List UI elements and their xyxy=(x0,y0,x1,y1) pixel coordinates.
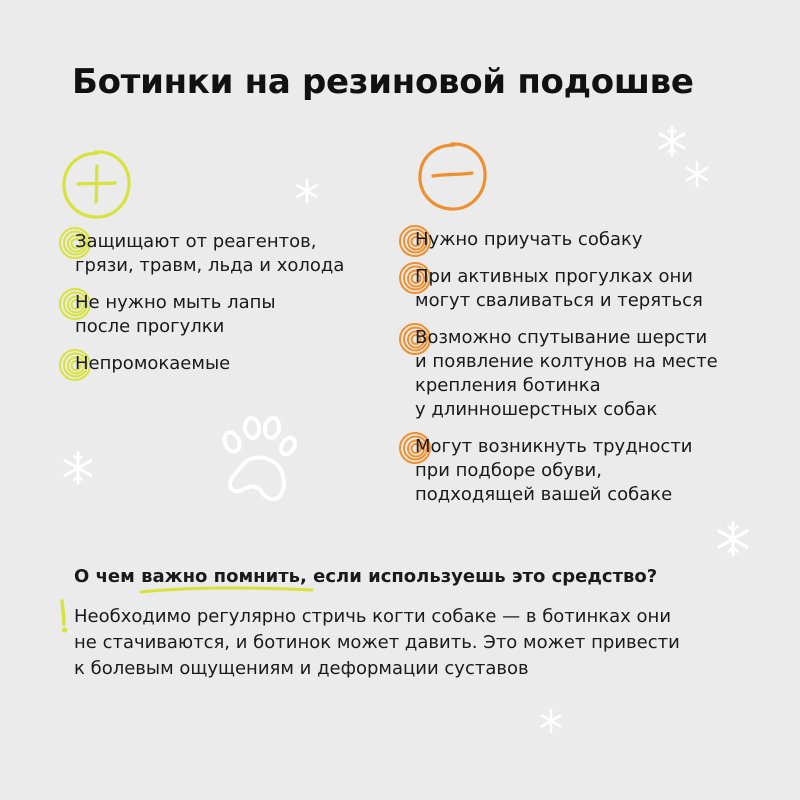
cons-item-text: При активных прогулках они могут сваливаться и теряться xyxy=(415,266,703,311)
plus-circle-icon xyxy=(58,146,134,222)
pros-column xyxy=(58,146,378,374)
pros-item-text: Защищают от реагентов, грязи, травм, льда и холода xyxy=(75,231,345,276)
cons-column xyxy=(398,138,778,505)
pros-item xyxy=(58,352,344,376)
cons-item-text: Могут возникнуть трудности при подборе обуви, подходящей вашей собаке xyxy=(415,436,693,505)
snowflake-icon xyxy=(60,450,96,486)
pros-item xyxy=(58,230,344,278)
cons-item-text: Возможно спутывание шерсти и появление колтунов на месте крепления ботинка у длинношерстных собак xyxy=(415,327,718,420)
question-highlight-text: важно помнить xyxy=(141,566,301,587)
pros-list xyxy=(58,230,344,389)
question-heading xyxy=(74,566,657,587)
underline-stroke-icon xyxy=(139,584,314,596)
cons-item xyxy=(398,326,718,422)
cons-item-text: Нужно приучать собаку xyxy=(415,229,643,250)
cons-item xyxy=(398,265,718,313)
cons-item xyxy=(398,435,718,507)
note-line: Необходимо регулярно стричь когти собаке — в ботинках они xyxy=(74,606,672,627)
cons-item xyxy=(398,228,718,252)
question-highlight xyxy=(141,566,300,587)
pros-item-text: Не нужно мыть лапы после прогулки xyxy=(75,292,276,337)
question-before: О чем xyxy=(74,566,142,587)
minus-circle-icon xyxy=(414,138,490,214)
pros-item xyxy=(58,291,344,339)
exclamation-icon xyxy=(54,598,74,634)
pros-item-text: Непромокаемые xyxy=(75,353,231,374)
snowflake-icon xyxy=(714,520,752,558)
note-line: к болевым ощущениям и деформации суставов xyxy=(74,658,529,679)
note-line: не стачиваются, и ботинок может давить. Это может привести xyxy=(74,632,680,653)
page-title: Ботинки на резиновой подошве xyxy=(72,62,694,102)
cons-list xyxy=(398,228,718,520)
snowflake-icon xyxy=(538,708,564,734)
question-after: , если используешь это средство? xyxy=(300,566,658,587)
paw-print-icon xyxy=(210,414,310,510)
note-text xyxy=(74,604,680,682)
